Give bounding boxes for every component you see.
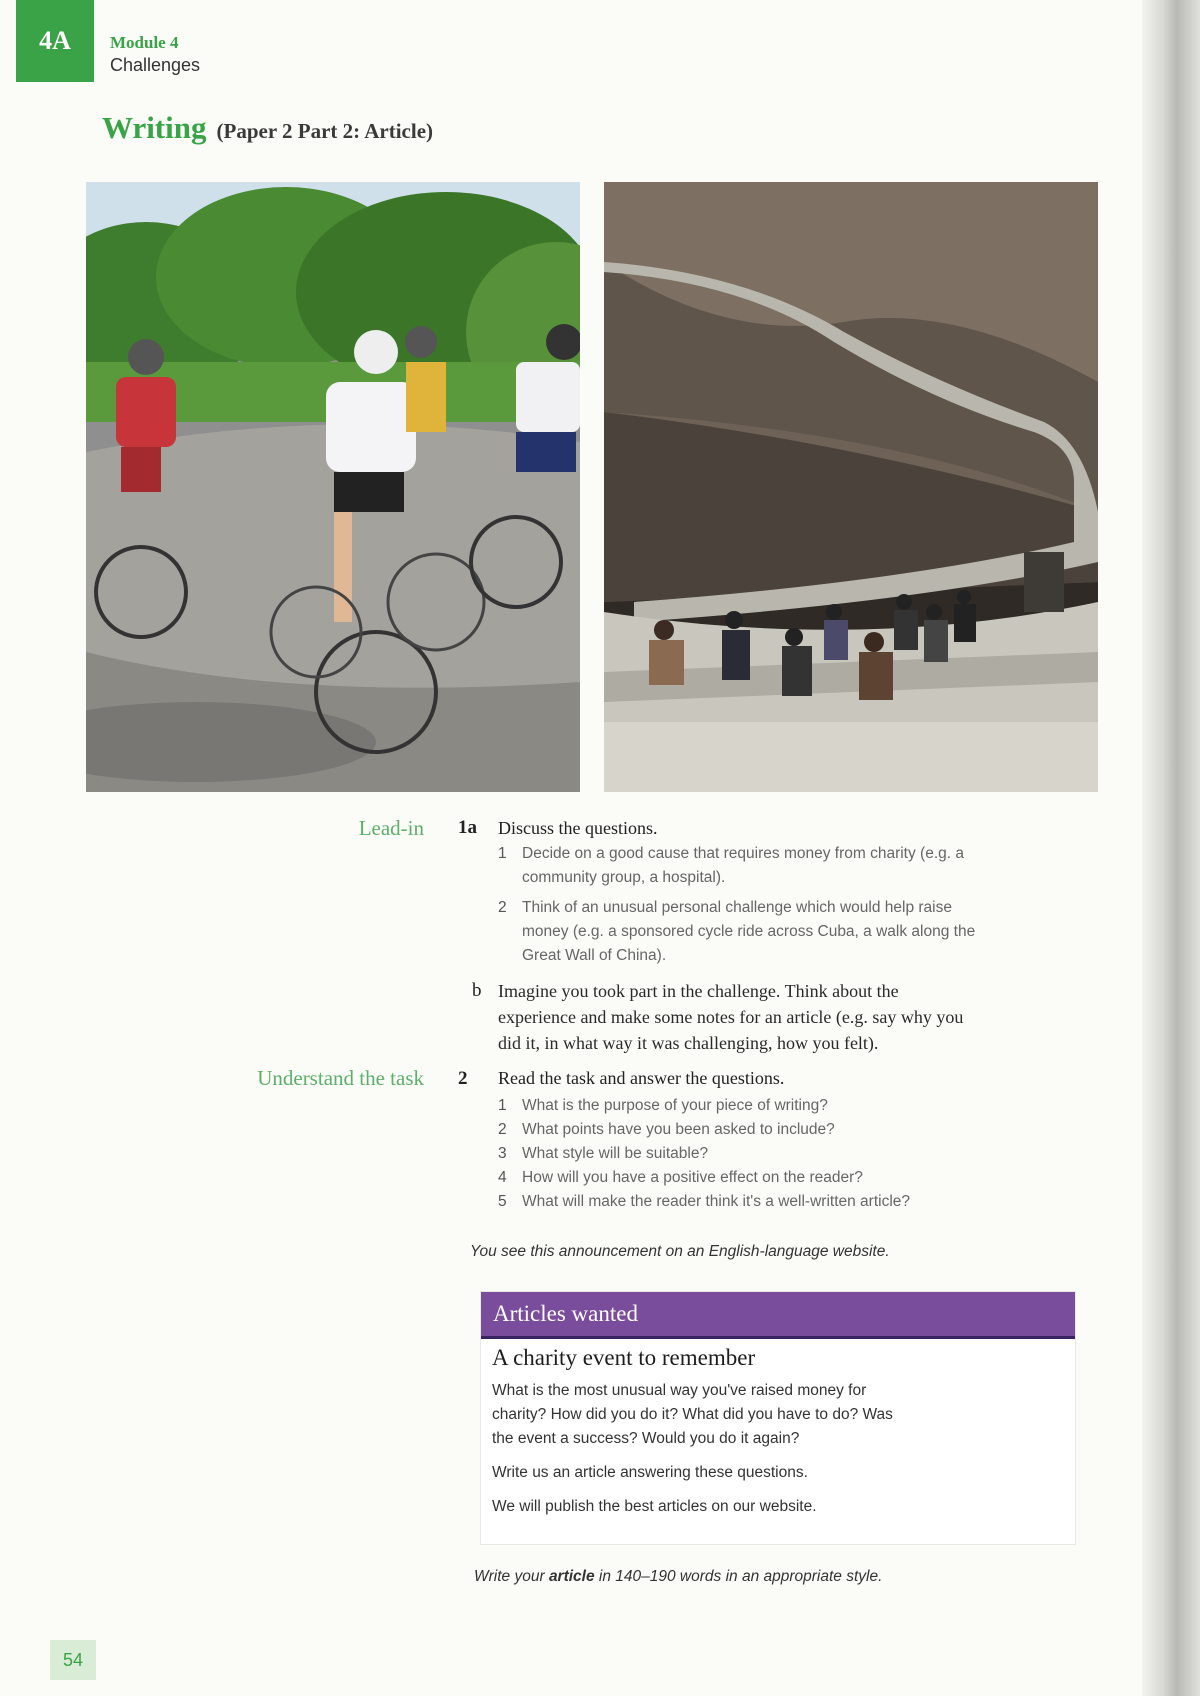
list-item (498, 1142, 1078, 1166)
list-item (498, 842, 1078, 890)
announcement-line: the event a success? Would you do it again? (492, 1430, 800, 1447)
announcement-box (481, 1292, 1075, 1544)
question-text-line: community group, a hospital). (522, 869, 726, 886)
announcement-header: Articles wanted (481, 1292, 1075, 1339)
page-number: 54 (50, 1640, 96, 1680)
understand-task-heading: Read the task and answer the questions. (498, 1068, 785, 1088)
exercise-1b-line: Imagine you took part in the challenge. Think about the (498, 981, 899, 1001)
instruction-before: Write your (474, 1568, 549, 1585)
section-title-paper: (Paper 2 Part 2: Article) (216, 119, 434, 143)
question-text-line: Think of an unusual personal challenge which would help raise (522, 899, 952, 916)
book-spine-shadow (1142, 0, 1200, 1696)
instruction-bold: article (548, 1568, 595, 1585)
question-text: What will make the reader think it's a well-written article? (522, 1193, 911, 1210)
list-item (498, 1094, 1078, 1118)
section-title-main: Writing (102, 110, 207, 145)
question-text: How will you have a positive effect on the reader? (522, 1169, 863, 1186)
question-text-line: money (e.g. a sponsored cycle ride across Cuba, a walk along the (522, 923, 976, 940)
question-number: 3 (498, 1145, 507, 1162)
exercise-1b-line: did it, in what way it was challenging, how you felt). (498, 1033, 879, 1053)
announcement-body (492, 1379, 1059, 1519)
exercise-1a-number: 1a (458, 817, 477, 838)
cyclists-photo (86, 182, 580, 792)
announcement-line: charity? How did you do it? What did you have to do? Was (492, 1406, 893, 1423)
exercise-2-number: 2 (458, 1068, 468, 1089)
question-text: What style will be suitable? (522, 1145, 709, 1162)
question-number: 2 (498, 899, 507, 916)
announcement-paragraph (492, 1379, 1059, 1451)
list-item (498, 1118, 1078, 1142)
question-number: 1 (498, 845, 507, 862)
exercise-1b-label: b (472, 980, 482, 1001)
cyclists-illustration (86, 182, 580, 792)
question-number: 4 (498, 1169, 507, 1186)
question-number: 2 (498, 1121, 507, 1138)
announcement-heading: A charity event to remember (492, 1345, 756, 1370)
writing-instruction (474, 1568, 882, 1586)
lead-in-question-list (498, 842, 1078, 968)
module-title: Challenges (110, 55, 201, 75)
question-text: What is the purpose of your piece of writing? (522, 1097, 828, 1114)
exercise-1b-text (498, 978, 1088, 1056)
great-wall-photo (604, 182, 1098, 792)
announcement-paragraph: We will publish the best articles on our website. (492, 1498, 817, 1515)
unit-badge: 4A (16, 0, 94, 82)
list-item (498, 1190, 1078, 1214)
announcement-paragraph: Write us an article answering these questions. (492, 1464, 808, 1481)
understand-task-question-list (498, 1094, 1078, 1214)
question-number: 5 (498, 1193, 507, 1210)
lead-in-heading: Discuss the questions. (498, 818, 658, 838)
question-number: 1 (498, 1097, 507, 1114)
section-title (102, 110, 433, 146)
announcement-intro: You see this announcement on an English-language website. (470, 1243, 890, 1260)
list-item (498, 896, 1078, 968)
lead-in-label: Lead-in (358, 816, 424, 840)
list-item (498, 1166, 1078, 1190)
question-text-line: Decide on a good cause that requires money from charity (e.g. a (522, 845, 964, 862)
question-text-line: Great Wall of China). (522, 947, 667, 964)
great-wall-illustration (604, 182, 1098, 792)
question-text: What points have you been asked to include? (522, 1121, 835, 1138)
instruction-after: in 140–190 words in an appropriate style. (594, 1568, 883, 1585)
exercise-1b-line: experience and make some notes for an article (e.g. say why you (498, 1007, 964, 1027)
module-label: Module 4 (110, 33, 179, 52)
understand-task-label: Understand the task (257, 1066, 424, 1090)
announcement-line: What is the most unusual way you've raised money for (492, 1382, 867, 1399)
